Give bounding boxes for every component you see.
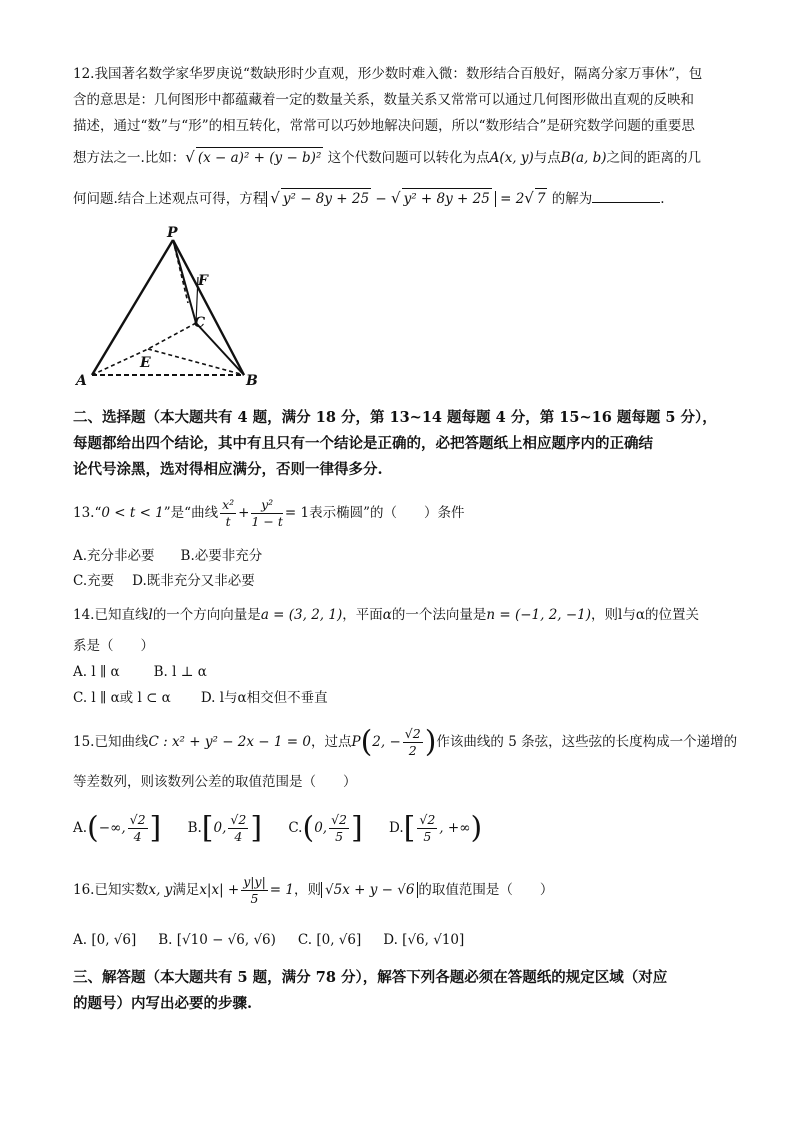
label-b: B xyxy=(246,373,258,389)
q16-mid: 满足 xyxy=(172,882,200,898)
distance-expression: (x − a)² + (y − b)² xyxy=(196,147,324,168)
q16-options xyxy=(73,930,490,950)
label-f: F xyxy=(198,273,208,289)
q14-line2: 系是（ ） xyxy=(73,638,154,654)
q15-option-d[interactable]: D.[ $\frac{√2}{5}$ , +∞) xyxy=(389,810,483,846)
point-p: P xyxy=(351,734,361,750)
q12-line4-pre: 想方法之一.比如： xyxy=(73,150,186,166)
fraction-yy-5: $\frac{y|y|}{5}$ xyxy=(243,874,266,906)
point-p-x: 2, − xyxy=(372,734,401,750)
q16-option-d[interactable]: D. [√6, √10] xyxy=(383,932,465,948)
edge-pe-dashed xyxy=(173,240,188,303)
q13-options-row2 xyxy=(73,571,281,591)
q13-stem xyxy=(73,496,464,530)
equation-term-2: y² + 8y + 25 xyxy=(402,188,492,209)
q16-pre: 16.已知实数 xyxy=(73,882,149,898)
q16-option-c[interactable]: C. [0, √6] xyxy=(297,932,362,948)
q14-mid2: ，平面 xyxy=(342,607,383,623)
q14-options-row2 xyxy=(73,688,354,708)
point-b: B(a, b) xyxy=(560,150,607,166)
q14-option-b[interactable]: B. l ⊥ α xyxy=(153,664,207,680)
edge-ce-dashed xyxy=(148,323,196,349)
vector-a: a = (3, 2, 1) xyxy=(260,607,343,623)
q13-option-b[interactable]: B.必要非充分 xyxy=(180,548,263,564)
equation-abs: √ y² − 8y + 25 − √ y² + 8y + 25 xyxy=(266,191,496,207)
label-e: E xyxy=(140,355,151,371)
q14-option-d[interactable]: D. l与α相交但不垂直 xyxy=(200,690,328,706)
q15-option-b[interactable]: B.[0, $\frac{√2}{4}$ ] xyxy=(187,810,263,846)
q13-post: = 1表示椭圆”的（ ）条件 xyxy=(284,505,465,521)
q14-option-c[interactable]: C. l ∥ α或 l ⊂ α xyxy=(73,690,171,706)
q15-pre: 15.已知曲线 xyxy=(73,734,149,750)
edge-eb-dashed xyxy=(148,349,244,375)
q12-line5-post: 的解为 xyxy=(551,191,593,207)
q13-options-row1 xyxy=(73,546,288,566)
section2-line1: 二、选择题（本大题共有 4 题，满分 18 分，第 13~14 题每题 4 分，第 15~16 题每题 5 分）， xyxy=(73,409,717,426)
q12-line5-pre: 何问题.结合上述观点可得，方程 xyxy=(73,191,267,207)
q15-option-a[interactable]: A.(−∞, $\frac{√2}{4}$ ] xyxy=(73,810,162,846)
q14-tail: l与α的位置关 xyxy=(618,607,699,623)
vector-n: n = (−1, 2, −1) xyxy=(486,607,592,623)
edge-pa xyxy=(92,240,173,375)
q12-line5: 何问题.结合上述观点可得，方程 √ y² − 8y + 25 − √ y² + 8y + 25 = 2√ 7 的解为 . xyxy=(73,189,665,207)
equation-rhs-rad: 7 xyxy=(535,188,548,209)
q14-mid3: 的一个法向量是 xyxy=(391,607,487,623)
q14-mid1: 的一个方向向量是 xyxy=(152,607,261,623)
line-l: l xyxy=(148,607,153,623)
q15-mid: ，过点 xyxy=(310,734,352,750)
section2-line3: 论代号涂黑，选对得相应满分，否则一律得多分. xyxy=(73,461,383,478)
q15-post: 作该曲线的 5 条弦，这些弦的长度构成一个递增的 xyxy=(436,734,738,750)
q14-options-row1 xyxy=(73,662,233,682)
label-a: A xyxy=(76,373,87,389)
q16-expr2: = 1 xyxy=(269,882,294,898)
fraction-y2-1-t: $\frac{\text{y²}}{1 - t}$ xyxy=(251,497,283,529)
q13-condition: 0 < t < 1 xyxy=(101,505,164,521)
edge-pc xyxy=(173,240,196,323)
q14-mid4: ，则 xyxy=(591,607,619,623)
q12-line1: 12.我国著名数学家华罗庚说“数缺形时少直观，形少数时难入微：数形结合百般好，隔离分家万事休”，包 xyxy=(73,66,703,82)
plus-sign: + xyxy=(238,505,250,521)
q14-option-a[interactable]: A. l ∥ α xyxy=(73,664,120,680)
geometry-figure xyxy=(70,225,270,390)
point-a: A(x, y) xyxy=(489,150,534,166)
q16-expr1: x|x| + xyxy=(199,882,240,898)
q12-line4 xyxy=(73,147,701,168)
q13-pre: 13.“ xyxy=(73,505,102,521)
q14-pre: 14.已知直线 xyxy=(73,607,149,623)
q15-stem: 15.已知曲线C : x² + y² − 2x − 1 = 0，过点P(2, − $\frac{√2}{2}$ )作该曲线的 5 条弦，这些弦的长度构成一个递增的 xyxy=(73,724,738,760)
q16-option-b[interactable]: B. [√10 − √6, √6) xyxy=(158,932,276,948)
equation-term-1: y² − 8y + 25 xyxy=(281,188,371,209)
fraction-sqrt2-2: $\frac{√2}{2}$ xyxy=(404,726,421,758)
answer-blank[interactable] xyxy=(592,188,660,203)
q12-line4-post: 这个代数问题可以转化为点 xyxy=(327,150,490,166)
plane-alpha: α xyxy=(382,607,392,623)
q16-option-a[interactable]: A. [0, √6] xyxy=(73,932,137,948)
q13-option-a[interactable]: A.充分非必要 xyxy=(73,548,155,564)
q12-line4-end: 之间的距离的几 xyxy=(606,150,702,166)
q13-option-c[interactable]: C.充要 xyxy=(73,573,115,589)
section3-line1: 三、解答题（本大题共有 5 题，满分 78 分），解答下列各题必须在答题纸的规定区域（对应 xyxy=(73,969,668,986)
section3-line2: 的题号）内写出必要的步骤. xyxy=(73,995,253,1012)
q16-stem xyxy=(73,872,553,908)
q16-vars: x, y xyxy=(148,882,173,898)
q12-line2: 含的意思是：几何图形中都蕴藏着一定的数量关系，数量关系又常常可以通过几何图形做出直观的反映和 xyxy=(73,92,694,108)
q12-line3: 描述，通过“数”与“形”的相互转化，常常可以巧妙地解决问题，所以“数形结合”是研究数学问题的重要思 xyxy=(73,118,695,134)
curve-c: C : x² + y² − 2x − 1 = 0 xyxy=(148,734,311,750)
q15-options xyxy=(73,808,508,848)
label-c: C xyxy=(194,315,206,331)
q14-stem xyxy=(73,605,699,625)
q15-line2: 等差数列，则该数列公差的取值范围是（ ） xyxy=(73,774,357,790)
q12-line4-mid: 与点 xyxy=(533,150,561,166)
fraction-x2-t: $\frac{\text{x²}}{t}$ xyxy=(222,497,235,529)
sqrt-sign: √ xyxy=(185,148,195,166)
section2-line2: 每题都给出四个结论，其中有且只有一个结论是正确的，必把答题纸上相应题序内的正确结 xyxy=(73,435,653,452)
label-p: P xyxy=(167,225,178,241)
equation-rhs: = 2 xyxy=(500,191,525,207)
q16-abs-expression: √5x + y − √6 xyxy=(321,882,418,898)
q16-mid2: ，则 xyxy=(294,882,321,898)
edge-pb xyxy=(173,240,244,375)
q13-option-d[interactable]: D.既非充分又非必要 xyxy=(132,573,255,589)
q16-post: 的取值范围是（ ） xyxy=(418,882,554,898)
q15-option-c[interactable]: C.(0, $\frac{√2}{5}$ ] xyxy=(288,810,363,846)
q13-mid: ”是“曲线 xyxy=(163,505,219,521)
